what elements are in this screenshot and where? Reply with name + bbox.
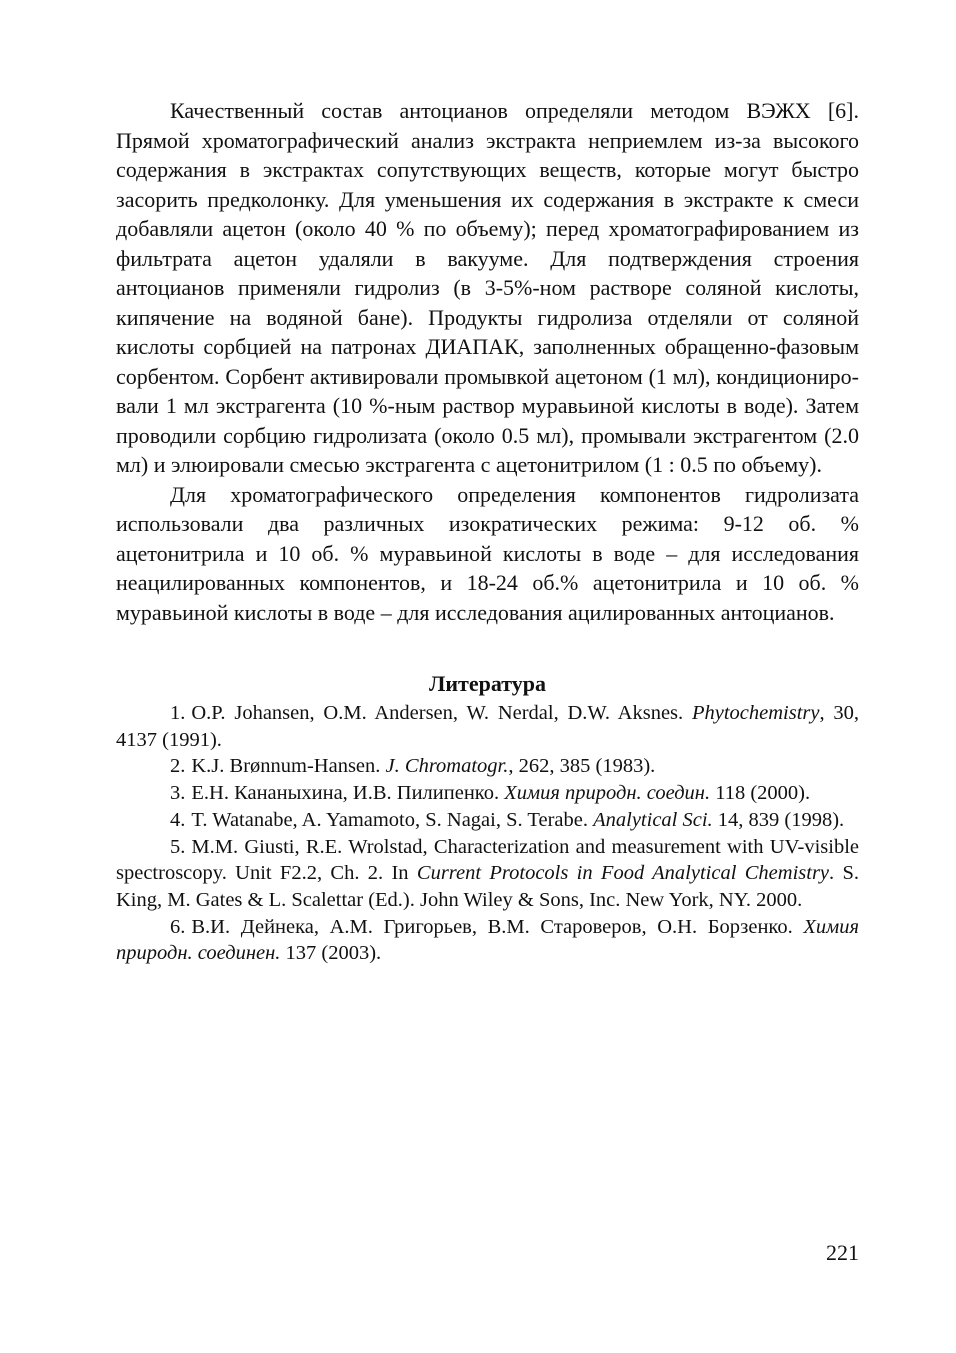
references-list	[116, 700, 859, 967]
reference-source: Химия природн. соедин.	[504, 782, 711, 805]
page-number: 221	[826, 1240, 859, 1265]
reference-item	[116, 807, 859, 834]
reference-source: Химия природн. соединен.	[116, 915, 859, 965]
reference-details: 118 (2000).	[710, 782, 811, 805]
body-paragraph: Для хроматографического определения компонентов гидролизата использовали два различных изократических режима: 9-12 об. % ацетонитрила и 10 об. % муравьиной кислоты в воде – для исследования неацилированных компонентов, и 18-24 об.% ацетонитрила и 10 об. % муравьиной кислоты в воде – для исследования ацилированных антоцианов.	[116, 481, 859, 625]
reference-authors: Е.Н. Кананыхина, И.В. Пилипенко.	[191, 782, 505, 805]
reference-number: 3.	[170, 782, 186, 805]
reference-item	[116, 753, 859, 780]
reference-details: 137 (2003).	[280, 942, 382, 965]
reference-authors: O.P. Johansen, O.M. Andersen, W. Nerdal, D.W. Aksnes.	[191, 702, 692, 724]
reference-number: 6.	[170, 915, 186, 938]
reference-number: 2.	[170, 755, 186, 778]
reference-number: 1.	[170, 702, 186, 724]
reference-details: , 30, 4137 (1991).	[116, 702, 860, 751]
page-body	[116, 96, 859, 967]
reference-source: Analytical Sci.	[593, 808, 713, 831]
reference-source: Current Protocols in Food Analytical Chemistry	[416, 862, 830, 885]
body-paragraph: Качественный состав антоцианов определяли методом ВЭЖХ [6]. Прямой хроматографический анализ экстракта неприемлем из-за высокого содержания в экстрактах сопутствующих веществ, которые могут быстро засорить предколонку. Для уменьшения их содержания в экстракте к смеси добавляли ацетон (около 40 % по объему); перед хроматографированием из фильтрата ацетон удаляли в вакууме. Для подтверждения строения антоцианов применяли гидролиз (в 3-5%-ном растворе соляной кислоты, кипячение на водяной бане). Продукты гидролиза отделяли от соляной кислоты сорбцией на патронах ДИАПАК, заполненных обращенно-фазовым сорбентом. Сорбент активировали промывкой ацетоном (1 мл), кондиционировали 1 мл экстрагента (10 %-ным раствор муравьиной кислоты в воде). Затем проводили сорбцию гидролизата (около 0.5 мл), промывали экстрагентом (2.0 мл) и элюировали смесью экстрагента с ацетонитрилом (1 : 0.5 по объему).	[116, 98, 859, 477]
references-heading: Литература	[428, 671, 547, 696]
reference-details: , 262, 385 (1983).	[508, 755, 656, 778]
reference-item	[116, 780, 859, 807]
reference-item	[116, 834, 859, 914]
reference-authors: M.M. Giusti, R.E. Wrolstad, Characterization and measurement with UV-visible spectroscopy. Unit F2.2, Ch. 2. In	[116, 835, 859, 885]
reference-authors: T. Watanabe, A. Yamamoto, S. Nagai, S. Terabe.	[191, 808, 594, 831]
reference-authors: В.И. Дейнека, А.М. Григорьев, В.М. Староверов, О.Н. Борзенко.	[191, 915, 804, 938]
reference-source: Phytochemistry	[691, 702, 820, 724]
reference-item	[116, 700, 859, 753]
reference-details: 14, 839 (1998).	[712, 808, 845, 831]
reference-number: 5.	[170, 835, 186, 858]
reference-details: . S. King, M. Gates & L. Scalettar (Ed.). John Wiley & Sons, Inc. New York, NY. 2000.	[116, 862, 860, 911]
reference-number: 4.	[170, 808, 186, 831]
reference-item	[116, 914, 859, 967]
reference-source: J. Chromatogr.	[385, 755, 509, 778]
reference-authors: K.J. Brønnum-Hansen.	[191, 755, 386, 778]
